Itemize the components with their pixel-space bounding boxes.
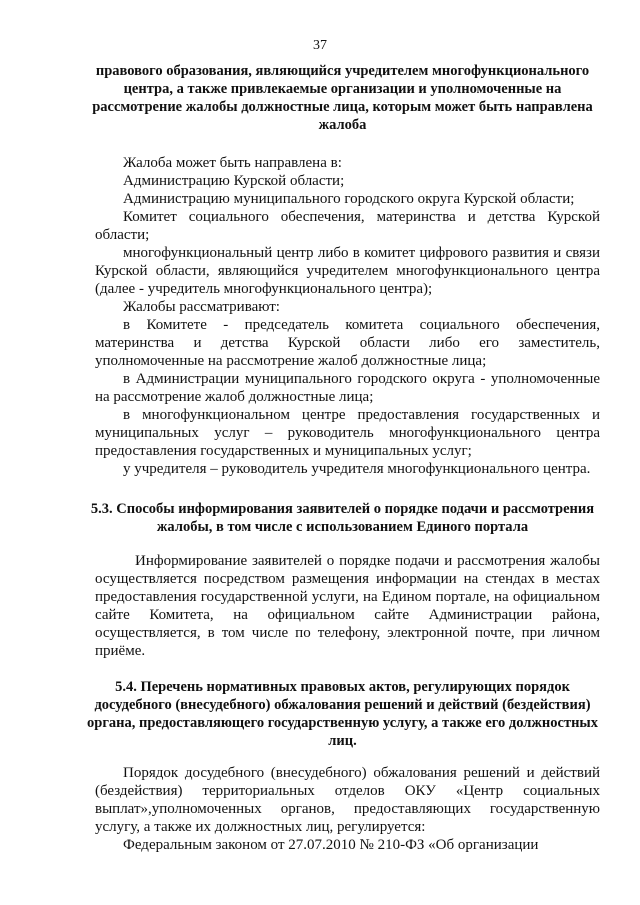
section-heading-top: правового образования, являющийся учредителем многофункционального центра, а также привлекаемые организации и уполномоченные на рассмотрение жалобы должностные лица, которым может быть направлена жалоба (92, 63, 593, 133)
paragraph: Комитет социального обеспечения, материнства и детства Курской области; (95, 209, 600, 243)
paragraph: в многофункциональном центре предоставления государственных и муниципальных услуг – руководитель многофункционального центра предоставления государственных и муниципальных услуг; (95, 407, 600, 459)
page-number: 37 (313, 38, 327, 53)
paragraph: у учредителя – руководитель учредителя многофункционального центра. (123, 461, 591, 477)
complaint-addressees-block (95, 154, 600, 478)
paragraph: многофункциональный центр либо в комитет цифрового развития и связи Курской области, являющийся учредителем многофункционального центра (далее - учредитель многофункционального центра); (95, 245, 600, 297)
section-heading-5-3: 5.3. Способы информирования заявителей о порядке подачи и рассмотрения жалобы, в том числе с использованием Единого портала (90, 501, 595, 535)
paragraph: в Администрации муниципального городского округа - уполномоченные на рассмотрение жалоб должностные лица; (95, 371, 600, 405)
paragraph: Жалобы рассматривают: (123, 299, 280, 315)
paragraph-5-3: Информирование заявителей о порядке подачи и рассмотрения жалобы осуществляется посредством размещения информации на стендах в местах предоставления государственной услуги, на Едином портале, на официальном сайте Комитета, на официальном сайте Администрации района, осуществляется, в том числе по телефону, электронной почте, при личном приёме. (95, 553, 600, 659)
paragraph: Администрацию Курской области; (123, 173, 345, 189)
paragraph: Администрацию муниципального городского округа Курской области; (123, 191, 575, 207)
paragraph-federal-law: Федеральным законом от 27.07.2010 № 210-ФЗ «Об организации (123, 837, 539, 853)
paragraph-5-4: Порядок досудебного (внесудебного) обжалования решений и действий (бездействия) территориальных отделов ОКУ «Центр социальных выплат»,уполномоченных органов, предоставляющих государственную услугу, а также их должностных лиц, регулируется: (95, 765, 600, 835)
paragraph: Жалоба может быть направлена в: (123, 155, 342, 171)
section-heading-5-4: 5.4. Перечень нормативных правовых актов, регулирующих порядок досудебного (внесудебного) обжалования решений и действий (бездействия) органа, предоставляющего государственную услугу, а также его должностных лиц. (87, 679, 598, 749)
paragraph: в Комитете - председатель комитета социального обеспечения, материнства и детства Курской области либо его заместитель, уполномоченные на рассмотрение жалоб должностные лица; (95, 317, 600, 369)
